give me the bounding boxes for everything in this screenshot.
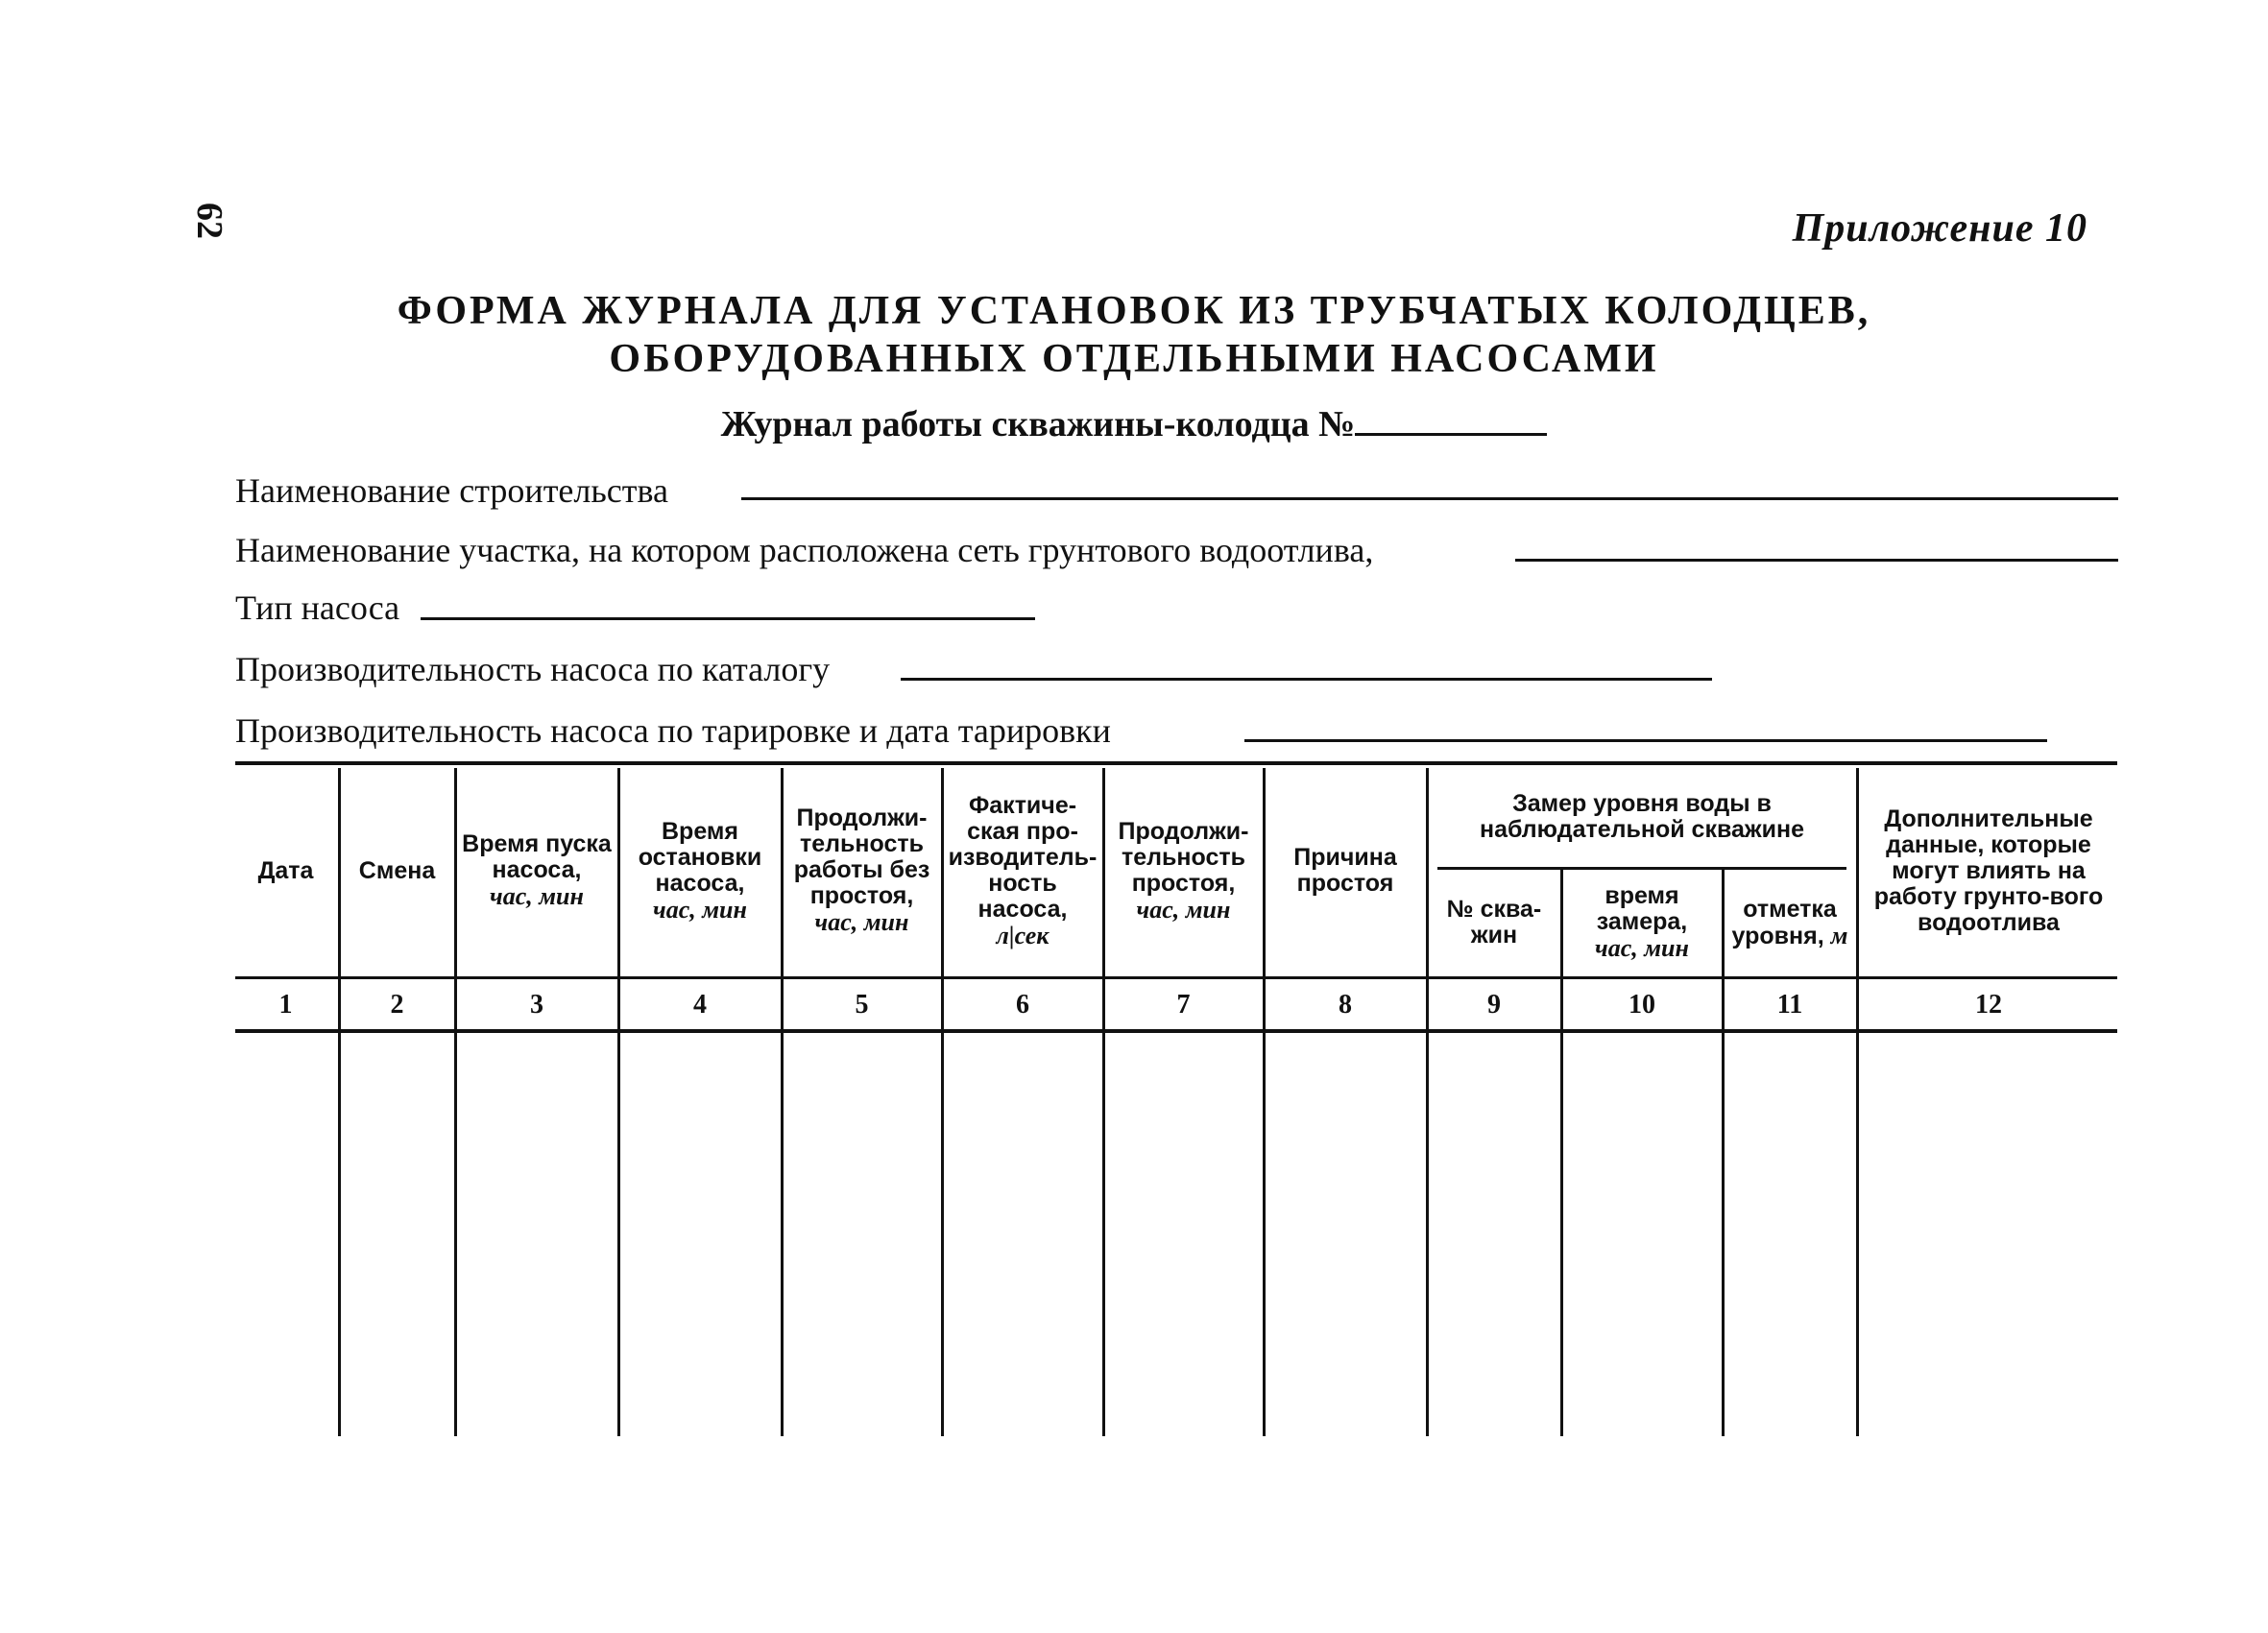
field-pump-capacity-calibration bbox=[235, 710, 1111, 751]
group-header-label: Замер уровня воды в наблюдательной скважине bbox=[1479, 790, 1805, 843]
col-header-unit: час, мин bbox=[814, 908, 909, 936]
field-label: Тип насоса bbox=[235, 588, 400, 627]
col-header-stop-time bbox=[621, 768, 779, 973]
col-header-unit: час, мин bbox=[490, 882, 584, 910]
group-header-water-level bbox=[1430, 768, 1854, 866]
col-header-downtime-reason bbox=[1267, 768, 1424, 973]
col-header-label: отметка уровня, bbox=[1731, 895, 1837, 949]
col-header-unit: час, мин bbox=[1595, 934, 1689, 962]
form-title-line2: ОБОРУДОВАННЫХ ОТДЕЛЬНЫМИ НАСОСАМИ bbox=[609, 337, 1659, 381]
col-header-downtime-duration bbox=[1106, 768, 1261, 973]
col-number: 9 bbox=[1487, 989, 1501, 1020]
col-header-start-time bbox=[458, 768, 615, 973]
col-number: 8 bbox=[1339, 989, 1352, 1020]
page-number: 62 bbox=[189, 203, 229, 239]
col-number: 1 bbox=[278, 989, 293, 1020]
field-pump-capacity-catalog bbox=[235, 649, 830, 689]
col-header-label: Фактиче-ская про-изводитель-ность насоса, bbox=[948, 791, 1098, 923]
col-header-label: Продолжи-тельность работы без простоя, bbox=[793, 804, 930, 909]
field-construction-name bbox=[235, 470, 668, 511]
col-number: 5 bbox=[855, 989, 869, 1020]
site-name-blank[interactable] bbox=[1515, 559, 2118, 562]
construction-name-blank[interactable] bbox=[741, 497, 2118, 500]
field-label: Производительность насоса по каталогу bbox=[235, 650, 831, 688]
col-header-date bbox=[235, 768, 336, 973]
field-label: Производительность насоса по тарировке и дата тарировки bbox=[235, 711, 1111, 750]
col-number: 10 bbox=[1629, 989, 1655, 1020]
col-header-label: Продолжи-тельность простоя, bbox=[1118, 817, 1249, 897]
col-header-label: Дата bbox=[257, 856, 314, 884]
journal-subtitle bbox=[0, 403, 2268, 445]
col-header-unit: м bbox=[1830, 921, 1848, 949]
pump-capacity-calibration-blank[interactable] bbox=[1244, 739, 2047, 742]
field-pump-type bbox=[235, 588, 399, 628]
col-header-unit: час, мин bbox=[653, 895, 747, 924]
header-bottom-border bbox=[235, 976, 2117, 979]
table-top-border bbox=[235, 761, 2117, 765]
col-number: 12 bbox=[1975, 989, 2002, 1020]
pump-capacity-catalog-blank[interactable] bbox=[901, 678, 1712, 681]
col-header-label: Причина простоя bbox=[1293, 844, 1397, 897]
journal-subtitle-text: Журнал работы скважины-колодца № bbox=[720, 404, 1356, 444]
col-header-actual-capacity bbox=[945, 768, 1100, 973]
col-number: 7 bbox=[1176, 989, 1191, 1020]
col-header-measure-time bbox=[1564, 872, 1720, 973]
col-number: 4 bbox=[693, 989, 707, 1020]
col-header-label: № сква-жин bbox=[1446, 896, 1542, 949]
col-header-well-number bbox=[1430, 872, 1558, 973]
group-header-divider bbox=[1437, 867, 1846, 870]
col-header-label: Дополнительные данные, которые могут влиять на работу грунто-вого водоотлива bbox=[1873, 804, 2104, 936]
col-header-level-mark bbox=[1725, 872, 1854, 973]
field-label: Наименование участка, на котором расположена сеть грунтового водоотлива, bbox=[235, 531, 1374, 569]
table-body-empty[interactable] bbox=[235, 1037, 2117, 1436]
col-header-run-duration bbox=[784, 768, 939, 973]
col-header-label: время замера, bbox=[1596, 882, 1688, 935]
col-header-shift bbox=[342, 768, 452, 973]
col-number: 6 bbox=[1016, 989, 1029, 1020]
form-title-line1: ФОРМА ЖУРНАЛА ДЛЯ УСТАНОВОК ИЗ ТРУБЧАТЫХ КОЛОДЦЕВ, bbox=[397, 289, 1871, 333]
pump-type-blank[interactable] bbox=[421, 617, 1035, 620]
field-label: Наименование строительства bbox=[235, 471, 669, 510]
numbers-row-bottom-border bbox=[235, 1029, 2117, 1033]
col-header-label: Время остановки насоса, bbox=[638, 817, 762, 897]
col-header-label: Время пуска насоса, bbox=[462, 830, 612, 883]
col-header-unit: л|сек bbox=[996, 921, 1050, 949]
col-header-additional-data bbox=[1860, 768, 2117, 973]
col-number: 3 bbox=[530, 989, 543, 1020]
field-site-name bbox=[235, 530, 1373, 570]
col-header-unit: час, мин bbox=[1136, 895, 1231, 924]
col-number: 11 bbox=[1776, 989, 1803, 1020]
well-number-blank[interactable] bbox=[1355, 404, 1547, 436]
appendix-label: Приложение 10 bbox=[1792, 206, 2087, 251]
col-header-label: Смена bbox=[358, 856, 436, 884]
col-number: 2 bbox=[390, 989, 404, 1020]
